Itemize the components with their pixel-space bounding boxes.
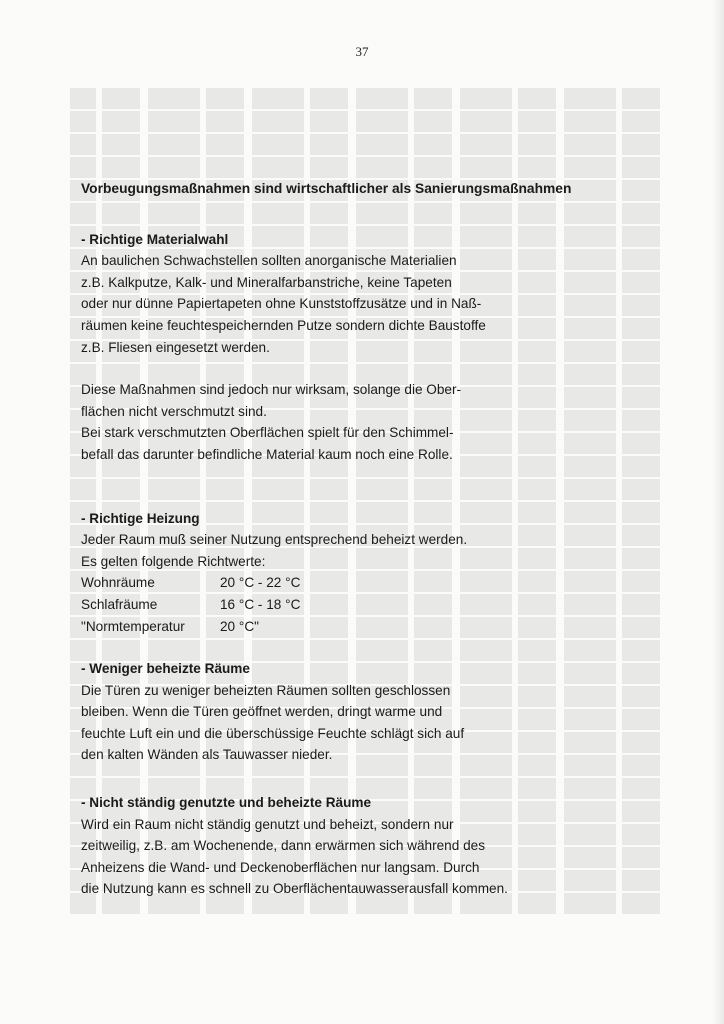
temperature-row xyxy=(81,594,641,616)
temperature-row xyxy=(81,572,641,594)
section-not-constantly-used xyxy=(81,792,641,900)
document-body xyxy=(81,178,641,921)
section-material xyxy=(81,229,641,466)
text-line: Es gelten folgende Richtwerte: xyxy=(81,553,266,569)
paragraph xyxy=(81,379,641,465)
text-line: z.B. Fliesen eingesetzt werden. xyxy=(81,339,270,355)
text-line: An baulichen Schwachstellen sollten anorganische Materialien xyxy=(81,253,457,269)
text-line: Diese Maßnahmen sind jedoch nur wirksam, solange die Ober- xyxy=(81,382,462,398)
room-label: Wohnräume xyxy=(81,575,155,591)
temperature-value: 20 °C" xyxy=(220,618,259,634)
text-line: flächen nicht verschmutzt sind. xyxy=(81,403,267,419)
temperature-value: 16 °C - 18 °C xyxy=(220,596,301,612)
text-line: z.B. Kalkputze, Kalk- und Mineralfarbanstriche, keine Tapeten xyxy=(81,274,452,290)
page-number: 37 xyxy=(355,44,369,59)
room-label: Schlafräume xyxy=(81,596,158,612)
section-title: - Richtige Materialwahl xyxy=(81,231,229,247)
temperature-row xyxy=(81,616,641,638)
text-line: befall das darunter befindliche Material kaum noch eine Rolle. xyxy=(81,446,453,462)
text-line: Die Türen zu weniger beheizten Räumen sollten geschlossen xyxy=(81,682,451,698)
text-line: zeitweilig, z.B. am Wochenende, dann erwärmen sich während des xyxy=(81,838,485,854)
text-line: Jeder Raum muß seiner Nutzung entsprechend beheizt werden. xyxy=(81,532,468,548)
text-line: die Nutzung kann es schnell zu Oberflächentauwasserausfall kommen. xyxy=(81,881,508,897)
text-line: feuchte Luft ein und die überschüssige Feuchte schlägt sich auf xyxy=(81,725,465,741)
page-heading: Vorbeugungsmaßnahmen sind wirtschaftlicher als Sanierungsmaßnahmen xyxy=(81,181,572,196)
text-line: oder nur dünne Papiertapeten ohne Kunststoffzusätze und in Naß- xyxy=(81,296,482,312)
page-edge-shadow xyxy=(712,0,724,1024)
text-line: bleiben. Wenn die Türen geöffnet werden, dringt warme und xyxy=(81,704,443,720)
section-title: - Weniger beheizte Räume xyxy=(81,661,250,677)
section-heating xyxy=(81,508,641,638)
temperature-value: 20 °C - 22 °C xyxy=(220,575,301,591)
text-line: Anheizens die Wand- und Deckenoberflächen nur langsam. Durch xyxy=(81,859,480,875)
section-title: - Richtige Heizung xyxy=(81,510,200,526)
paragraph xyxy=(81,250,641,358)
section-title: - Nicht ständig genutzte und beheizte Räume xyxy=(81,795,372,811)
text-line: räumen keine feuchtespeichernden Putze sondern dichte Baustoffe xyxy=(81,317,486,333)
text-line: Wird ein Raum nicht ständig genutzt und beheizt, sondern nur xyxy=(81,816,454,832)
room-label: "Normtemperatur xyxy=(81,618,185,634)
section-less-heated xyxy=(81,658,641,766)
text-line: den kalten Wänden als Tauwasser nieder. xyxy=(81,747,333,763)
text-line: Bei stark verschmutzten Oberflächen spielt für den Schimmel- xyxy=(81,425,454,441)
